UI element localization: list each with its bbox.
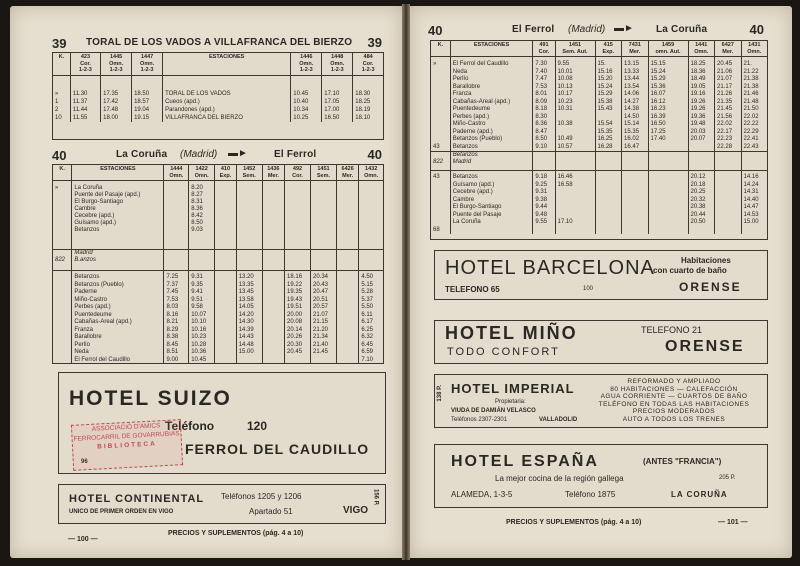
times-column: [688, 152, 715, 171]
ad-imperial-line: PRECIOS MODERADOS: [632, 408, 716, 415]
table40-right-number: 40: [428, 23, 443, 38]
times-column: [359, 250, 383, 271]
ad-imperial-ref: 138 P.: [437, 385, 443, 402]
column-header-train: 1459 omn. Aut.: [648, 41, 688, 57]
ad-imperial-line: TELÉFONO EN TODAS LAS HABITACIONES: [598, 400, 750, 408]
left-page-number: — 100 —: [68, 536, 98, 543]
times-column: 8.20 8.27 8.31 8.36 8.42 8.50 9.03: [189, 181, 215, 250]
table40-left-via: (Madrid): [180, 149, 218, 160]
times-column: [622, 152, 649, 171]
ad-suizo-phone: 120: [247, 419, 268, 433]
times-column: [715, 171, 742, 235]
table39-number: 39: [52, 36, 67, 51]
table40-right-from: El Ferrol: [512, 24, 555, 35]
km-column: 43 68: [433, 174, 440, 233]
ad-espana-city: LA CORUÑA: [671, 490, 728, 499]
times-column: [262, 181, 284, 250]
ad-espana-former: (ANTES "FRANCIA"): [643, 457, 722, 466]
arrow-right-icon: ▬►: [228, 148, 248, 159]
column-header-train: 415 Exp.: [595, 41, 622, 57]
times-column: 17.10 17.05 17.00 16.50: [322, 75, 353, 122]
km-column: 822: [431, 152, 450, 171]
times-column: [164, 250, 189, 271]
times-column: 15. 15.16 15.20 15.24 15.29 15.38 15.43 15.54 15.35 16.25 16.28: [595, 57, 622, 152]
table40-right-number-right: 40: [749, 22, 764, 37]
ad-mino-tagline: TODO CONFORT: [447, 346, 560, 358]
ad-suizo-city: FERROL DEL CAUDILLO: [185, 441, 370, 457]
times-column: [164, 181, 189, 250]
times-column: 18.30 18.25 18.19 18.10: [353, 75, 383, 122]
times-column: 10.45 10.40 10.34 10.25: [291, 75, 322, 122]
table39-title: TORAL DE LOS VADOS A VILLAFRANCA DEL BIERZO: [86, 37, 353, 48]
times-column: 21. 21.22 21.38 21.38 21.46 21.48 21.50 22.02 22.22 22.29 22.41 22.43: [741, 57, 767, 152]
ad-hotel-barcelona: [434, 250, 768, 300]
stations-column: El Ferrol del Caudillo Neda Perlío Barallobre Franza Cabañas-Areal (apd.) Puentedeume Perbes (apd.) Miño-Castro Paderne (apd.) Betanzos (Pueblo) Betanzos: [450, 57, 533, 152]
stations-column: Betanzos Betanzos (Pueblo) Paderne Miño-Castro Perbes (apd.) Puentedeume Cabañas-Areal (apd.) Franza Barallobre Perlío Neda El Ferrol del Caudillo: [72, 271, 164, 365]
ad-hotel-mino: [434, 320, 768, 364]
times-column: [215, 271, 237, 365]
column-header-stations: ESTACIONES: [72, 165, 164, 181]
times-column: [533, 152, 555, 171]
table39-timetable: [52, 52, 384, 140]
column-header-train: 1447 Omn. 1-2-3: [132, 53, 163, 75]
ad-espana-tagline: La mejor cocina de la región gallega: [495, 474, 624, 483]
column-header-train: 1451 Sem. Aut.: [555, 41, 595, 57]
times-column: [336, 250, 358, 271]
column-header-train: 1441 Omn.: [688, 41, 715, 57]
times-column: 9.55 10.01 10.08 10.13 10.17 10.23 10.31 10.38 10.49 10.57: [555, 57, 595, 152]
column-header-stations: ESTACIONES: [450, 41, 533, 57]
column-header-train: 1444 Omn.: [164, 165, 189, 181]
times-column: [236, 250, 262, 271]
ad-imperial-owner: VIUDA DE DAMIÁN VELASCO: [451, 408, 536, 414]
ad-imperial-phones: Teléfonos 2307-2301: [451, 417, 508, 423]
right-page-number: — 101 —: [718, 519, 748, 526]
table40-right-via: (Madrid): [568, 24, 606, 35]
times-column: [311, 250, 337, 271]
table40-right-grid: [431, 41, 767, 234]
ad-hotel-imperial: [434, 374, 768, 428]
table39-header: [52, 35, 382, 53]
times-column: [648, 171, 688, 235]
times-column: [336, 271, 358, 365]
times-column: 20.12 20.18 20.25 20.32 20.38 20.44 20.50: [688, 171, 715, 235]
table40-right-header: [428, 22, 764, 40]
column-header-train: 423 Cor. 1-2-3: [70, 53, 100, 75]
ad-imperial-city: VALLADOLID: [539, 417, 578, 423]
ad-suizo-ref: 96: [81, 459, 88, 465]
table40-right-timetable: [430, 40, 768, 240]
ad-mino-city: ORENSE: [665, 338, 745, 355]
column-header-km: K.: [53, 53, 70, 75]
column-header-train: 491 Cor.: [533, 41, 555, 57]
column-header-train: 492 Cor.: [285, 165, 311, 181]
times-column: [555, 152, 595, 171]
ad-continental-box: Apartado 51: [249, 507, 293, 516]
ad-continental-phones: Teléfonos 1205 y 1206: [221, 492, 302, 501]
times-column: 18.16 19.22 19.35 19.43 19.51 20.00 20.08 20.14 20.26 20.30 20.45: [285, 271, 311, 365]
ad-continental-city: VIGO: [343, 505, 369, 516]
times-column: 15.15 15.24 15.29 15.36 16.07 16.12 16.23 16.39 16.50 17.25 17.40: [648, 57, 688, 152]
column-header-train: 410 Exp.: [215, 165, 237, 181]
times-column: 17.35 17.42 17.48 18.00: [101, 75, 132, 122]
column-header-km: K.: [53, 165, 72, 181]
km-column: » 43: [433, 61, 440, 150]
right-footer-text: PRECIOS Y SUPLEMENTOS (pág. 4 a 10): [506, 519, 642, 526]
left-footer-text: PRECIOS Y SUPLEMENTOS (pág. 4 a 10): [168, 530, 304, 537]
times-column: 4.50 5.15 5.28 5.37 5.50 6.11 6.17 6.25 6.32 6.45 6.59 7.10: [359, 271, 383, 365]
times-column: [359, 181, 383, 250]
times-column: [622, 171, 649, 235]
library-stamp: [71, 419, 183, 471]
times-column: 18.25 18.36 18.49 19.05 19.16 19.26 19.26 19.36 19.48 20.03 20.07: [688, 57, 715, 152]
times-column: 13.20 13.35 13.45 13.58 14.05 14.20 14.30 14.39 14.43 14.48 15.00: [236, 271, 262, 365]
ad-imperial-line: AUTO A TODOS LOS TRENES: [622, 415, 726, 423]
ad-continental-ref: 156 P.: [372, 489, 379, 506]
times-column: [262, 250, 284, 271]
column-header-train: 1452 Sem.: [236, 165, 262, 181]
column-header-train: 1422 Omn.: [189, 165, 215, 181]
ad-suizo-phone-label: Teléfono: [165, 419, 215, 433]
column-header-km: K.: [431, 41, 450, 57]
table40-left-from: La Coruña: [116, 149, 168, 160]
times-column: 14.16 14.24 14.31 14.40 14.47 14.53 15.00: [741, 171, 767, 235]
stations-column: Betanzos Guísamo (apd.) Cecebre (apd.) Cambre El Burgo-Santiago Puente del Pasaje La Coruña: [450, 171, 533, 235]
ad-barcelona-sub2: con cuarto de baño: [653, 266, 727, 275]
ad-imperial-features: [585, 378, 763, 423]
times-column: [715, 152, 742, 171]
ad-barcelona-phone: TELEFONO 65: [445, 285, 500, 294]
column-header-train: 484 Cor. 1-2-3: [353, 53, 383, 75]
stamp-line-2: FERROCARRIL DE GOVARRUBIAS: [73, 430, 180, 443]
ad-barcelona-city: ORENSE: [679, 280, 742, 294]
ad-imperial-line: 80 HABITACIONES — CALEFACCIÓN: [610, 385, 738, 393]
column-header-train: 1448 Omn. 1-2-3: [322, 53, 353, 75]
column-header-train: 6427 Mer.: [715, 41, 742, 57]
book-gutter: [402, 4, 410, 560]
ad-imperial-owner-label: Propietaria:: [495, 399, 526, 405]
ad-continental-name: HOTEL CONTINENTAL: [69, 493, 205, 505]
ad-continental-tagline: UNICO DE PRIMER ORDEN EN VIGO: [69, 509, 174, 515]
stamp-line-1: ASSOCIACIÓ D'AMICS: [91, 422, 161, 433]
column-header-stations: ESTACIONES: [163, 53, 291, 75]
table39-number-right: 39: [367, 35, 382, 50]
ad-barcelona-sub: Habitaciones: [681, 256, 731, 265]
times-column: 7.25 7.37 7.45 7.53 8.03 8.16 8.21 8.29 8.38 8.45 8.51 9.00: [164, 271, 189, 365]
times-column: [236, 181, 262, 250]
ad-barcelona-name: HOTEL BARCELONA: [445, 257, 655, 279]
ad-imperial-line: AGUA CORRIENTE — CUARTOS DE BAÑO: [600, 393, 748, 400]
ad-barcelona-ref: 100: [583, 286, 594, 292]
column-header-train: 1451 Sem.: [311, 165, 337, 181]
times-column: [285, 250, 311, 271]
column-header-train: 1431 Omn.: [741, 41, 767, 57]
table40-left-grid: [53, 165, 383, 364]
times-column: [262, 271, 284, 365]
times-column: 20.34 20.43 20.47 20.51 20.57 21.07 21.15 21.20 21.34 21.40 21.45: [311, 271, 337, 365]
times-column: [741, 152, 767, 171]
column-header-train: 6426 Mer.: [336, 165, 358, 181]
table40-left-header: [52, 147, 382, 165]
times-column: 9.18 9.25 9.31 9.38 9.44 9.48 9.55: [533, 171, 555, 235]
ad-mino-name: HOTEL MIÑO: [445, 323, 578, 343]
table40-left-timetable: [52, 164, 384, 364]
times-column: 9.31 9.35 9.41 9.51 9.58 10.07 10.10 10.16 10.23 10.28 10.36 10.45: [189, 271, 215, 365]
times-column: 20.45 21.06 21.07 21.17 21.26 21.35 21.45 21.56 22.02 22.17 22.23 22.28: [715, 57, 742, 152]
column-header-train: 1446 Omn. 1-2-3: [291, 53, 322, 75]
stations-column: TORAL DE LOS VADOS Cueos (apd.) Parandones (apd.) VILLAFRANCA DEL BIERZO: [163, 75, 291, 122]
ad-espana-address: ALAMEDA, 1-3-5: [451, 490, 513, 499]
ad-imperial-name: HOTEL IMPERIAL: [451, 381, 575, 396]
times-column: [189, 250, 215, 271]
table40-right-to: La Coruña: [656, 24, 708, 35]
times-column: 13.15 13.33 13.44 13.54 14.06 14.27 14.38 14.50 15.14 15.35 16.02 16.47: [622, 57, 649, 152]
stations-column: La Coruña Puente del Pasaje (apd.) El Burgo-Santiago Cambre Cecebre (apd.) Guísamo (apd.) Betanzos: [72, 181, 164, 250]
stations-column: Betanzos Madrid: [450, 152, 533, 171]
ad-espana-name: HOTEL ESPAÑA: [451, 453, 599, 470]
km-column: 822: [53, 250, 72, 271]
times-column: [336, 181, 358, 250]
table40-left-number: 40: [52, 148, 67, 163]
ad-espana-phone: Teléfono 1875: [565, 490, 616, 499]
times-column: 11.30 11.37 11.44 11.55: [70, 75, 100, 122]
column-header-train: 1445 Omn. 1-2-3: [101, 53, 132, 75]
table40-left-number-right: 40: [367, 147, 382, 162]
times-column: 18.50 18.57 19.04 19.15: [132, 75, 163, 122]
ad-suizo-name: HOTEL SUIZO: [69, 387, 232, 410]
times-column: [595, 152, 622, 171]
table40-left-to: El Ferrol: [274, 149, 317, 160]
times-column: [285, 181, 311, 250]
ad-hotel-espana: [434, 444, 768, 508]
stamp-line-3: BIBLIOTECA: [97, 440, 158, 451]
km-column: [53, 271, 72, 365]
km-column: »: [55, 185, 59, 191]
ad-mino-phone: TELEFONO 21: [641, 325, 703, 335]
ad-hotel-continental: [58, 484, 386, 524]
column-header-train: 1436 Mer.: [262, 165, 284, 181]
times-column: [215, 181, 237, 250]
ad-imperial-line: REFORMADO Y AMPLIADO: [627, 378, 721, 385]
times-column: [215, 250, 237, 271]
times-column: [311, 181, 337, 250]
times-column: [648, 152, 688, 171]
km-column: » 1 2 10: [55, 90, 62, 121]
table39-grid: [53, 53, 383, 122]
ad-espana-ref: 205 P.: [719, 475, 736, 481]
stations-column: Madrid B.anzos: [72, 250, 164, 271]
times-column: 16.46 16.58 17.10: [555, 171, 595, 235]
column-header-train: 7431 Mer.: [622, 41, 649, 57]
column-header-train: 1432 Omn.: [359, 165, 383, 181]
times-column: [595, 171, 622, 235]
arrow-right-icon: ▬►: [614, 23, 634, 34]
times-column: 7.30 7.40 7.47 7.53 8.01 8.09 8.18 8.30 8.36 8.47 8.50 9.10: [533, 57, 555, 152]
